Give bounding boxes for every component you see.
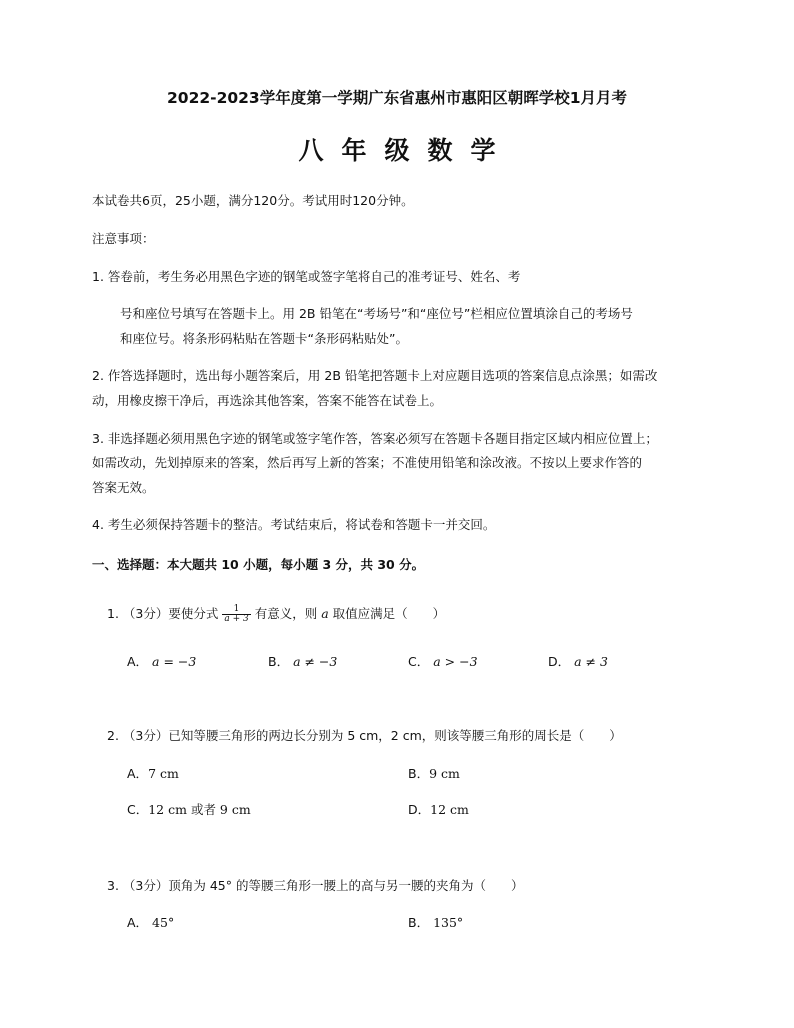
q1-option-d[interactable] — [548, 652, 608, 670]
note-2-line-1: 2. 作答选择题时，选出每小题答案后，用 2B 铅笔把答题卡上对应题目选项的答案信息点涂黑；如需改 — [92, 368, 658, 383]
note-3-line-1: 3. 非选择题必须用黑色字迹的钢笔或签字笔作答，答案必须写在答题卡各题目指定区域内相应位置上； — [92, 431, 658, 446]
q3-option-b-text: 135° — [433, 915, 464, 930]
q2-option-b-label: B． — [408, 766, 430, 781]
note-4: 4. 考生必须保持答题卡的整洁。考试结束后，将试卷和答题卡一并交回。 — [92, 517, 496, 532]
note-1-line-3: 和座位号。将条形码粘贴在答题卡“条形码粘贴处”。 — [120, 331, 408, 346]
notice-heading: 注意事项： — [92, 231, 155, 246]
question-1-stem — [107, 604, 445, 624]
q1-fraction-denominator: a + 3 — [224, 614, 249, 624]
q1-fraction-numerator: 1 — [222, 605, 250, 615]
q1-option-b[interactable] — [268, 652, 337, 670]
q1-option-c[interactable] — [408, 652, 478, 670]
note-3-line-3: 答案无效。 — [92, 480, 155, 495]
q1-option-b-label: B． — [268, 654, 290, 669]
q2-option-b-text: 9 cm — [429, 766, 460, 781]
q1-fraction — [222, 605, 250, 624]
q2-option-c-text: 12 cm 或者 9 cm — [148, 802, 251, 817]
note-2-line-2: 动，用橡皮擦干净后，再选涂其他答案，答案不能答在试卷上。 — [92, 393, 443, 408]
q2-option-d-label: D． — [408, 802, 431, 817]
q2-option-a-label: A． — [127, 766, 149, 781]
exam-subtitle: 八年级数学 — [298, 136, 514, 165]
q1-option-c-text: a > −3 — [433, 654, 478, 669]
q1-stem-c: 取值应满足（ ） — [332, 606, 446, 621]
q1-option-b-text: a ≠ −3 — [293, 654, 338, 669]
q2-option-c-label: C． — [127, 802, 149, 817]
q1-variable: a — [321, 606, 329, 621]
q2-option-c[interactable] — [127, 800, 251, 818]
note-3-line-2: 如需改动，先划掉原来的答案，然后再写上新的答案；不准使用铅笔和涂改液。不按以上要求作答的 — [92, 455, 643, 470]
q2-option-a[interactable] — [127, 764, 179, 782]
note-1-line-1: 1. 答卷前，考生务必用黑色字迹的钢笔或签字笔将自己的准考证号、姓名、考 — [92, 269, 521, 284]
q1-option-a-label: A． — [127, 654, 149, 669]
q1-option-d-label: D． — [548, 654, 571, 669]
q3-option-a[interactable] — [127, 913, 174, 931]
q2-option-a-text: 7 cm — [148, 766, 179, 781]
q3-option-a-label: A． — [127, 915, 149, 930]
q2-option-d[interactable] — [408, 800, 469, 818]
q1-option-d-text: a ≠ 3 — [574, 654, 608, 669]
question-3-stem: 3. （3分）顶角为 45° 的等腰三角形一腰上的高与另一腰的夹角为（ ） — [107, 878, 524, 893]
q1-option-a-text: a = −3 — [152, 654, 197, 669]
q3-option-b[interactable] — [408, 913, 463, 931]
section-1-heading: 一、选择题：本大题共 10 小题，每小题 3 分，共 30 分。 — [92, 557, 425, 572]
note-1-line-2: 号和座位号填写在答题卡上。用 2B 铅笔在“考场号”和“座位号”栏相应位置填涂自己的考场号 — [120, 306, 633, 321]
exam-intro: 本试卷共6页，25小题，满分120分。考试用时120分钟。 — [92, 193, 414, 208]
exam-title: 2022-2023学年度第一学期广东省惠州市惠阳区朝晖学校1月月考 — [167, 89, 627, 107]
q1-stem-a: 1. （3分）要使分式 — [107, 606, 219, 621]
q2-option-d-text: 12 cm — [430, 802, 469, 817]
q3-option-b-label: B． — [408, 915, 430, 930]
q2-option-b[interactable] — [408, 764, 460, 782]
q1-stem-b: 有意义，则 — [254, 606, 318, 621]
q1-option-a[interactable] — [127, 652, 196, 670]
q1-option-c-label: C． — [408, 654, 430, 669]
q3-option-a-text: 45° — [152, 915, 175, 930]
question-2-stem: 2. （3分）已知等腰三角形的两边长分别为 5 cm，2 cm，则该等腰三角形的周长是（ ） — [107, 728, 622, 743]
